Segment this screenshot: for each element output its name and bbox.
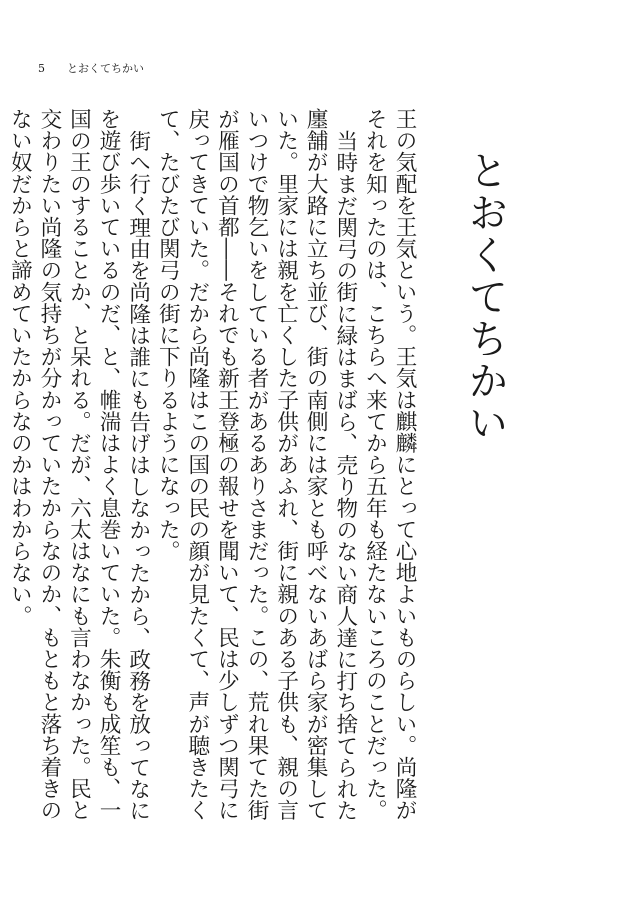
running-head-title: とおくてちかい bbox=[67, 62, 144, 75]
page-number: 5 bbox=[38, 62, 45, 75]
running-head bbox=[38, 62, 144, 76]
paragraph-2: 当時まだ関弓の街に緑はまばら、売り物のない商人達に打ち捨てられた廛舗が大路に立ち並び、街の南側には家とも呼べないあばら家が密集していた。里家には親を亡くした子供があふれ、街に親のある子供も、親の言いつけで物乞いをしている者があるありさまだった。この、荒れ果てた街が雁国の首都――それでも新王登極の報せを聞いて、民は少しずつ関弓に戻ってきていた。だから尚隆はこの国の民の顔が見たくて、声が聴きたくて、たびたび関弓の街に下りるようになった。 bbox=[155, 108, 358, 821]
body-text bbox=[5, 108, 419, 824]
paragraph-3: 街へ行く理由を尚隆は誰にも告げはしなかったから、政務を放ってなにを遊び歩いているのだ、と、帷湍はよく息巻いていた。朱衡も成笙も、一国の王のすることか、と呆れる。だが、六太はなにも言わなかった。民と交わりたい尚隆の気持ちが分かっていたからなのか、もともと落ち着きのない奴だからと諦めていたからなのかはわからない。 bbox=[7, 108, 151, 821]
paragraph-1: 王の気配を王気という。王気は麒麟にとって心地よいものらしい。尚隆がそれを知ったのは、こちらへ来てから五年も経たないころのことだった。 bbox=[362, 108, 417, 821]
story-title: とおくてちかい bbox=[462, 150, 508, 444]
